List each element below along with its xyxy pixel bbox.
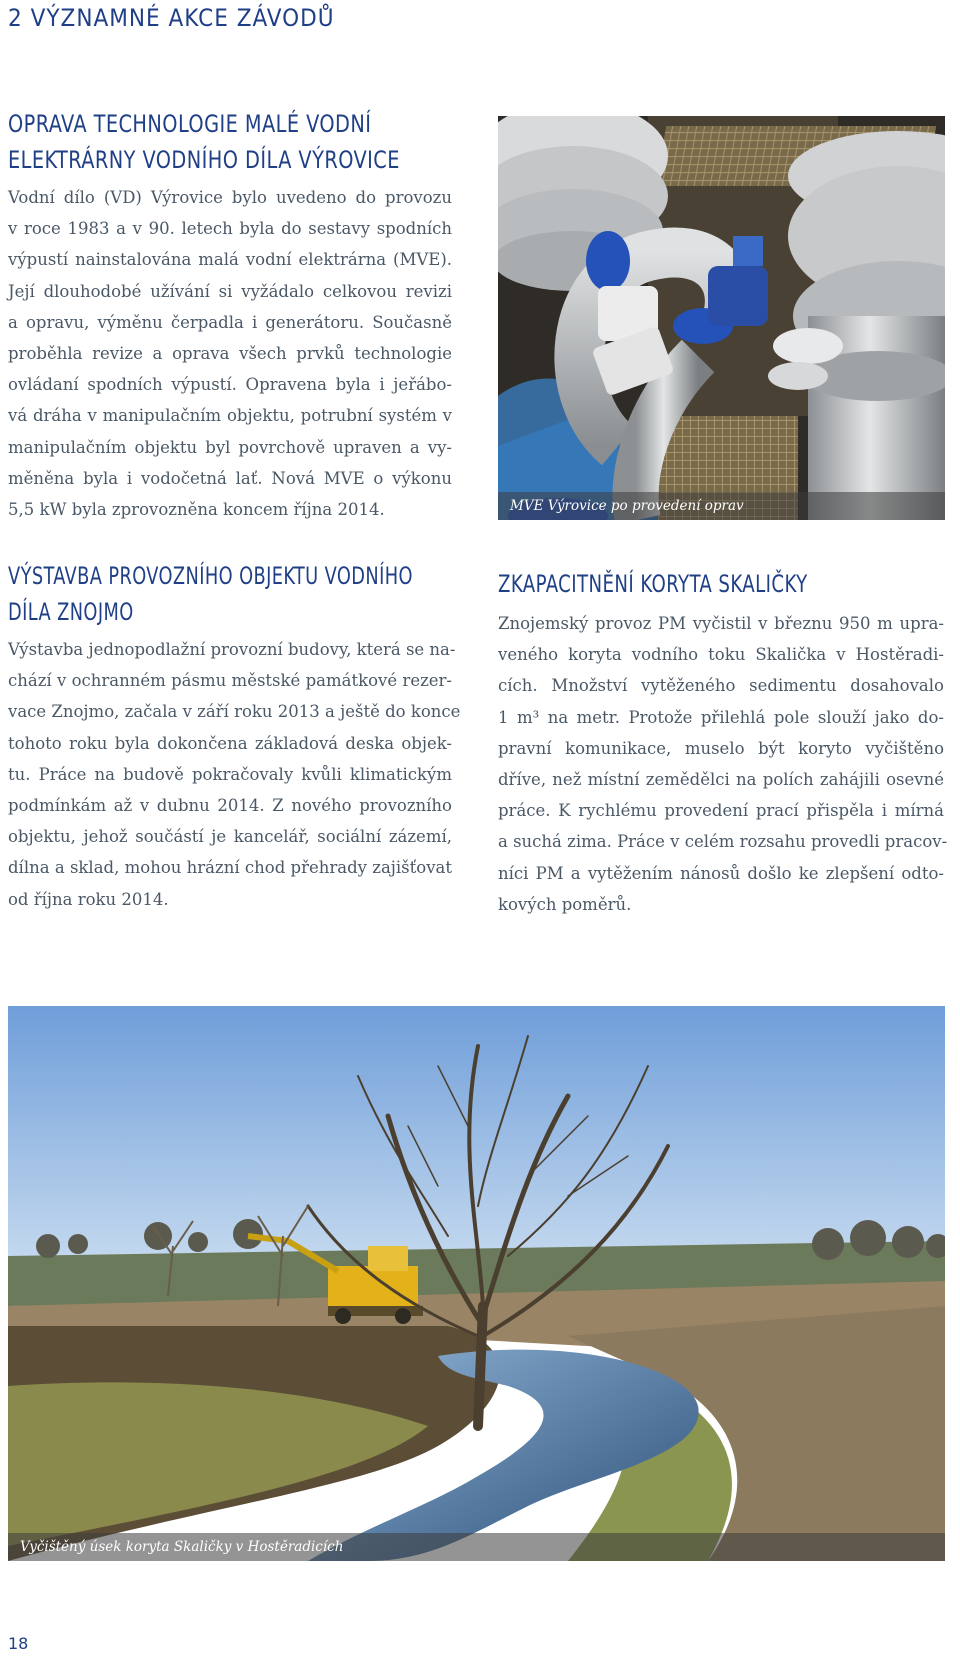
section-header: 2 VÝZNAMNÉ AKCE ZÁVODŮ — [8, 4, 335, 32]
text-line: Vodní dílo (VD) Výrovice bylo uvedeno do provozu — [8, 188, 452, 207]
photo-caption: Vyčištěný úsek koryta Skaličky v Hostěradicích — [8, 1533, 945, 1561]
page-number: 18 — [8, 1634, 29, 1653]
text-line: Výstavba jednopodlažní provozní budovy, která se na- — [8, 640, 456, 659]
text-line: v roce 1983 a v 90. letech byla do sestavy spodních — [8, 219, 452, 239]
article-title-skalicka — [498, 566, 808, 602]
text-line: kových poměrů. — [498, 894, 632, 914]
text-line: chází v ochranném pásmu městské památkové rezer- — [8, 671, 452, 691]
photo-creek-illustration — [8, 1006, 945, 1561]
text-line: pravní komunikace, muselo být koryto vyčištěno — [498, 738, 944, 758]
title-line: ZKAPACITNĚNÍ KORYTA SKALIČKY — [498, 570, 808, 598]
article-title-znojmo — [8, 558, 413, 630]
text-line: a opravu, výměnu čerpadla i generátoru. Současně — [8, 312, 452, 332]
photo-mve-vyrovice — [498, 116, 945, 520]
photo-mve-illustration — [498, 116, 945, 520]
text-line: dříve, než místní zemědělci na polích zahájili osevné — [498, 770, 944, 790]
text-line: vá dráha v manipulačním objektu, potrubní systém v — [8, 406, 452, 426]
photo-skalicka-creek — [8, 1006, 945, 1561]
text-line: ovládaní spodních výpustí. Opravena byla i jeřábo- — [8, 375, 452, 395]
text-line: podmínkám až v dubnu 2014. Z nového provozního — [8, 796, 452, 816]
text-line: měněna byla i vodočetná lať. Nová MVE o výkonu — [8, 468, 452, 488]
text-line: cích. Množství vytěženého sedimentu dosahovalo — [498, 676, 944, 696]
text-line: 1 m³ na metr. Protože přilehlá pole slouží jako do- — [498, 707, 944, 727]
title-line: DÍLA ZNOJMO — [8, 598, 134, 626]
text-line: a suchá zima. Práce v celém rozsahu provedli pracov- — [498, 832, 948, 852]
text-line: Znojemský provoz PM vyčistil v březnu 950 m upra- — [498, 614, 944, 633]
article-title-mve — [8, 106, 400, 178]
title-line: OPRAVA TECHNOLOGIE MALÉ VODNÍ — [8, 110, 372, 138]
text-line: výpustí nainstalována malá vodní elektrárna (MVE). — [8, 250, 452, 270]
text-line: objektu, jehož součástí je kancelář, sociální zázemí, — [8, 827, 452, 847]
text-line: Její dlouhodobé užívání si vyžádalo celkovou revizi — [8, 281, 452, 301]
text-line: manipulačním objektu byl povrchově upraven a vy- — [8, 437, 452, 457]
text-line: vace Znojmo, začala v září roku 2013 a ještě do konce — [8, 702, 461, 722]
text-line: tu. Práce na budově pokračovaly kvůli klimatickým — [8, 764, 452, 784]
text-line: proběhla revize a oprava všech prvků technologie — [8, 344, 452, 364]
title-line: ELEKTRÁRNY VODNÍHO DÍLA VÝROVICE — [8, 146, 400, 174]
text-line: tohoto roku byla dokončena základová deska objek- — [8, 733, 452, 753]
article-body-znojmo — [8, 634, 461, 915]
text-line: níci PM a vytěžením nánosů došlo ke zlepšení odto- — [498, 863, 944, 883]
article-body-skalicka — [498, 608, 948, 920]
title-line: VÝSTAVBA PROVOZNÍHO OBJEKTU VODNÍHO — [8, 562, 413, 590]
text-line: 5,5 kW byla zprovozněna koncem října 2014. — [8, 500, 385, 520]
text-line: veného koryta vodního toku Skalička v Hostěradi- — [498, 645, 944, 665]
photo-caption: MVE Výrovice po provedení oprav — [498, 492, 945, 520]
text-line: od října roku 2014. — [8, 889, 169, 909]
article-body-mve — [8, 182, 452, 525]
text-line: dílna a sklad, mohou hrázní chod přehrady zajišťovat — [8, 858, 452, 878]
text-line: práce. K rychlému provedení prací přispěla i mírná — [498, 801, 944, 821]
